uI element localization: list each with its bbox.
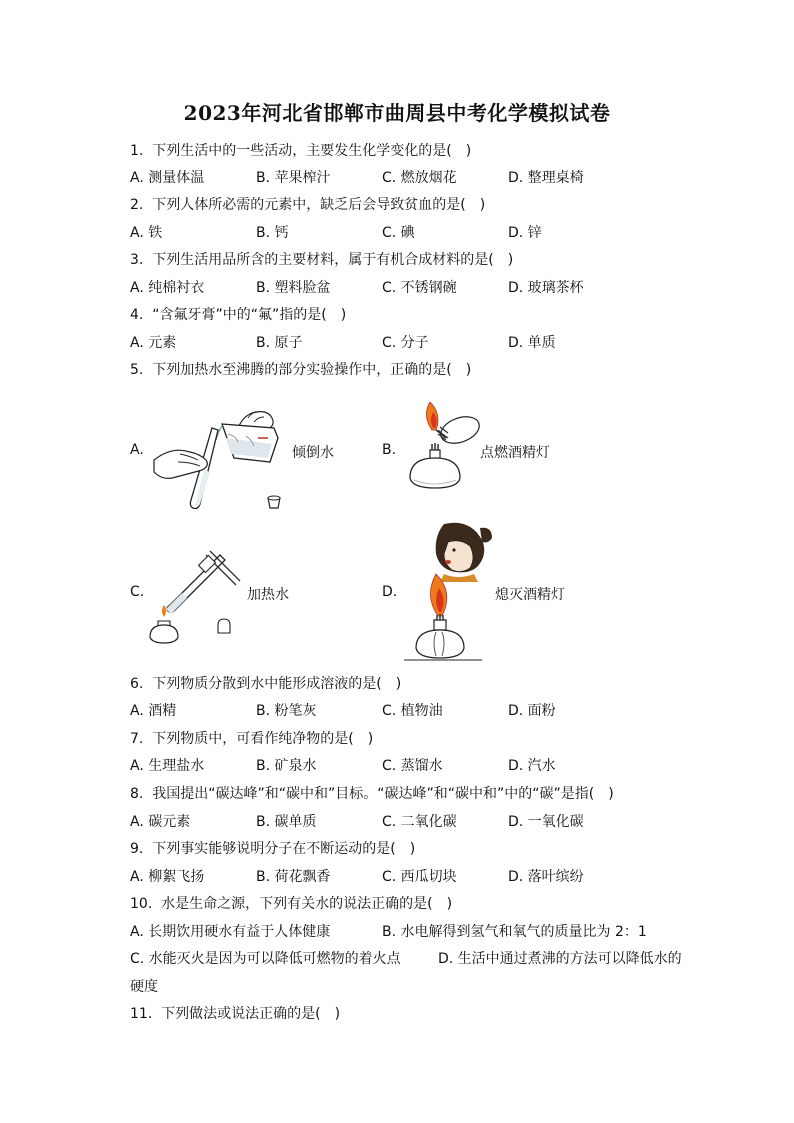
question-text: “含氟牙膏”中的“氟”指的是( ) xyxy=(152,307,347,323)
q5-option-b-letter: B. xyxy=(382,442,397,458)
q3-option-b: B. 塑料脸盆 xyxy=(256,280,331,296)
q4-option-c: C. 分子 xyxy=(382,335,429,351)
question-9 xyxy=(130,838,415,858)
question-number: 11. xyxy=(130,1006,153,1022)
question-text: 下列人体所必需的元素中，缺乏后会导致贫血的是( ) xyxy=(152,197,486,213)
light-alcohol-lamp-figure xyxy=(400,400,485,495)
question-number: 3. xyxy=(130,252,144,268)
q8-option-c: C. 二氧化碳 xyxy=(382,814,457,830)
q10-option-a: A. 长期饮用硬水有益于人体健康 xyxy=(130,924,331,940)
q3-option-c: C. 不锈钢碗 xyxy=(382,280,457,296)
q8-option-d: D. 一氧化碳 xyxy=(508,814,584,830)
q6-option-d: D. 面粉 xyxy=(508,703,556,719)
question-7 xyxy=(130,728,373,748)
q6-option-c: C. 植物油 xyxy=(382,703,443,719)
question-5 xyxy=(130,359,471,379)
question-text: 水是生命之源，下列有关水的说法正确的是( ) xyxy=(161,896,453,912)
q1-option-d: D. 整理桌椅 xyxy=(508,170,584,186)
question-number: 2. xyxy=(130,197,144,213)
question-number: 8. xyxy=(130,786,144,802)
q8-option-b: B. 碳单质 xyxy=(256,814,317,830)
q2-option-d: D. 锌 xyxy=(508,225,542,241)
q10-option-d: D. 生活中通过煮沸的方法可以降低水的 xyxy=(438,951,682,967)
question-number: 4. xyxy=(130,307,144,323)
q3-option-d: D. 玻璃茶杯 xyxy=(508,280,584,296)
question-1 xyxy=(130,140,471,160)
q5-option-b-caption: 点燃酒精灯 xyxy=(480,445,550,461)
question-number: 1. xyxy=(130,143,144,159)
question-8 xyxy=(130,783,614,803)
question-3 xyxy=(130,249,513,269)
question-text: 下列加热水至沸腾的部分实验操作中，正确的是( ) xyxy=(152,362,472,378)
question-number: 5. xyxy=(130,362,144,378)
q9-option-d: D. 落叶缤纷 xyxy=(508,869,584,885)
question-4 xyxy=(130,304,346,324)
question-text: 下列事实能够说明分子在不断运动的是( ) xyxy=(152,841,416,857)
q5-option-a-caption: 倾倒水 xyxy=(292,445,334,461)
q10-option-b: B. 水电解得到氢气和氧气的质量比为 2：1 xyxy=(382,924,647,940)
q4-option-b: B. 原子 xyxy=(256,335,303,351)
question-number: 9. xyxy=(130,841,144,857)
question-11 xyxy=(130,1003,340,1023)
q9-option-c: C. 西瓜切块 xyxy=(382,869,457,885)
page-title: 2023年河北省邯郸市曲周县中考化学模拟试卷 xyxy=(183,101,611,125)
question-number: 10. xyxy=(130,896,153,912)
q1-option-b: B. 苹果榨汁 xyxy=(256,170,331,186)
q10-option-d-continued: 硬度 xyxy=(130,979,158,995)
q1-option-c: C. 燃放烟花 xyxy=(382,170,457,186)
q2-option-a: A. 铁 xyxy=(130,225,163,241)
q7-option-d: D. 汽水 xyxy=(508,758,556,774)
question-6 xyxy=(130,673,401,693)
q9-option-a: A. 柳絮飞扬 xyxy=(130,869,205,885)
q8-option-a: A. 碳元素 xyxy=(130,814,191,830)
question-2 xyxy=(130,194,485,214)
q5-option-a-letter: A. xyxy=(130,442,144,458)
q4-option-a: A. 元素 xyxy=(130,335,177,351)
q10-option-c: C. 水能灭火是因为可以降低可燃物的着火点 xyxy=(130,951,401,967)
extinguish-lamp-figure xyxy=(402,520,494,662)
question-text: 我国提出“碳达峰”和“碳中和”目标。“碳达峰”和“碳中和”中的“碳”是指( ) xyxy=(152,786,614,802)
q5-option-d-letter: D. xyxy=(382,584,398,600)
q5-option-d-caption: 熄灭酒精灯 xyxy=(495,587,565,603)
question-text: 下列物质分散到水中能形成溶液的是( ) xyxy=(152,676,402,692)
q4-option-d: D. 单质 xyxy=(508,335,556,351)
question-10 xyxy=(130,893,452,913)
q7-option-a: A. 生理盐水 xyxy=(130,758,205,774)
heat-water-figure xyxy=(148,545,248,645)
q6-option-b: B. 粉笔灰 xyxy=(256,703,317,719)
q7-option-c: C. 蒸馏水 xyxy=(382,758,443,774)
q2-option-c: C. 碘 xyxy=(382,225,415,241)
question-number: 6. xyxy=(130,676,144,692)
q9-option-b: B. 荷花飘香 xyxy=(256,869,331,885)
question-text: 下列做法或说法正确的是( ) xyxy=(161,1006,341,1022)
question-number: 7. xyxy=(130,731,144,747)
pour-water-figure xyxy=(150,398,295,513)
q5-option-c-letter: C. xyxy=(130,584,145,600)
q6-option-a: A. 酒精 xyxy=(130,703,177,719)
q7-option-b: B. 矿泉水 xyxy=(256,758,317,774)
q3-option-a: A. 纯棉衬衣 xyxy=(130,280,205,296)
question-text: 下列生活中的一些活动，主要发生化学变化的是( ) xyxy=(152,143,472,159)
question-text: 下列生活用品所含的主要材料，属于有机合成材料的是( ) xyxy=(152,252,514,268)
q5-option-c-caption: 加热水 xyxy=(247,587,289,603)
q1-option-a: A. 测量体温 xyxy=(130,170,205,186)
q2-option-b: B. 钙 xyxy=(256,225,289,241)
question-text: 下列物质中，可看作纯净物的是( ) xyxy=(152,731,374,747)
